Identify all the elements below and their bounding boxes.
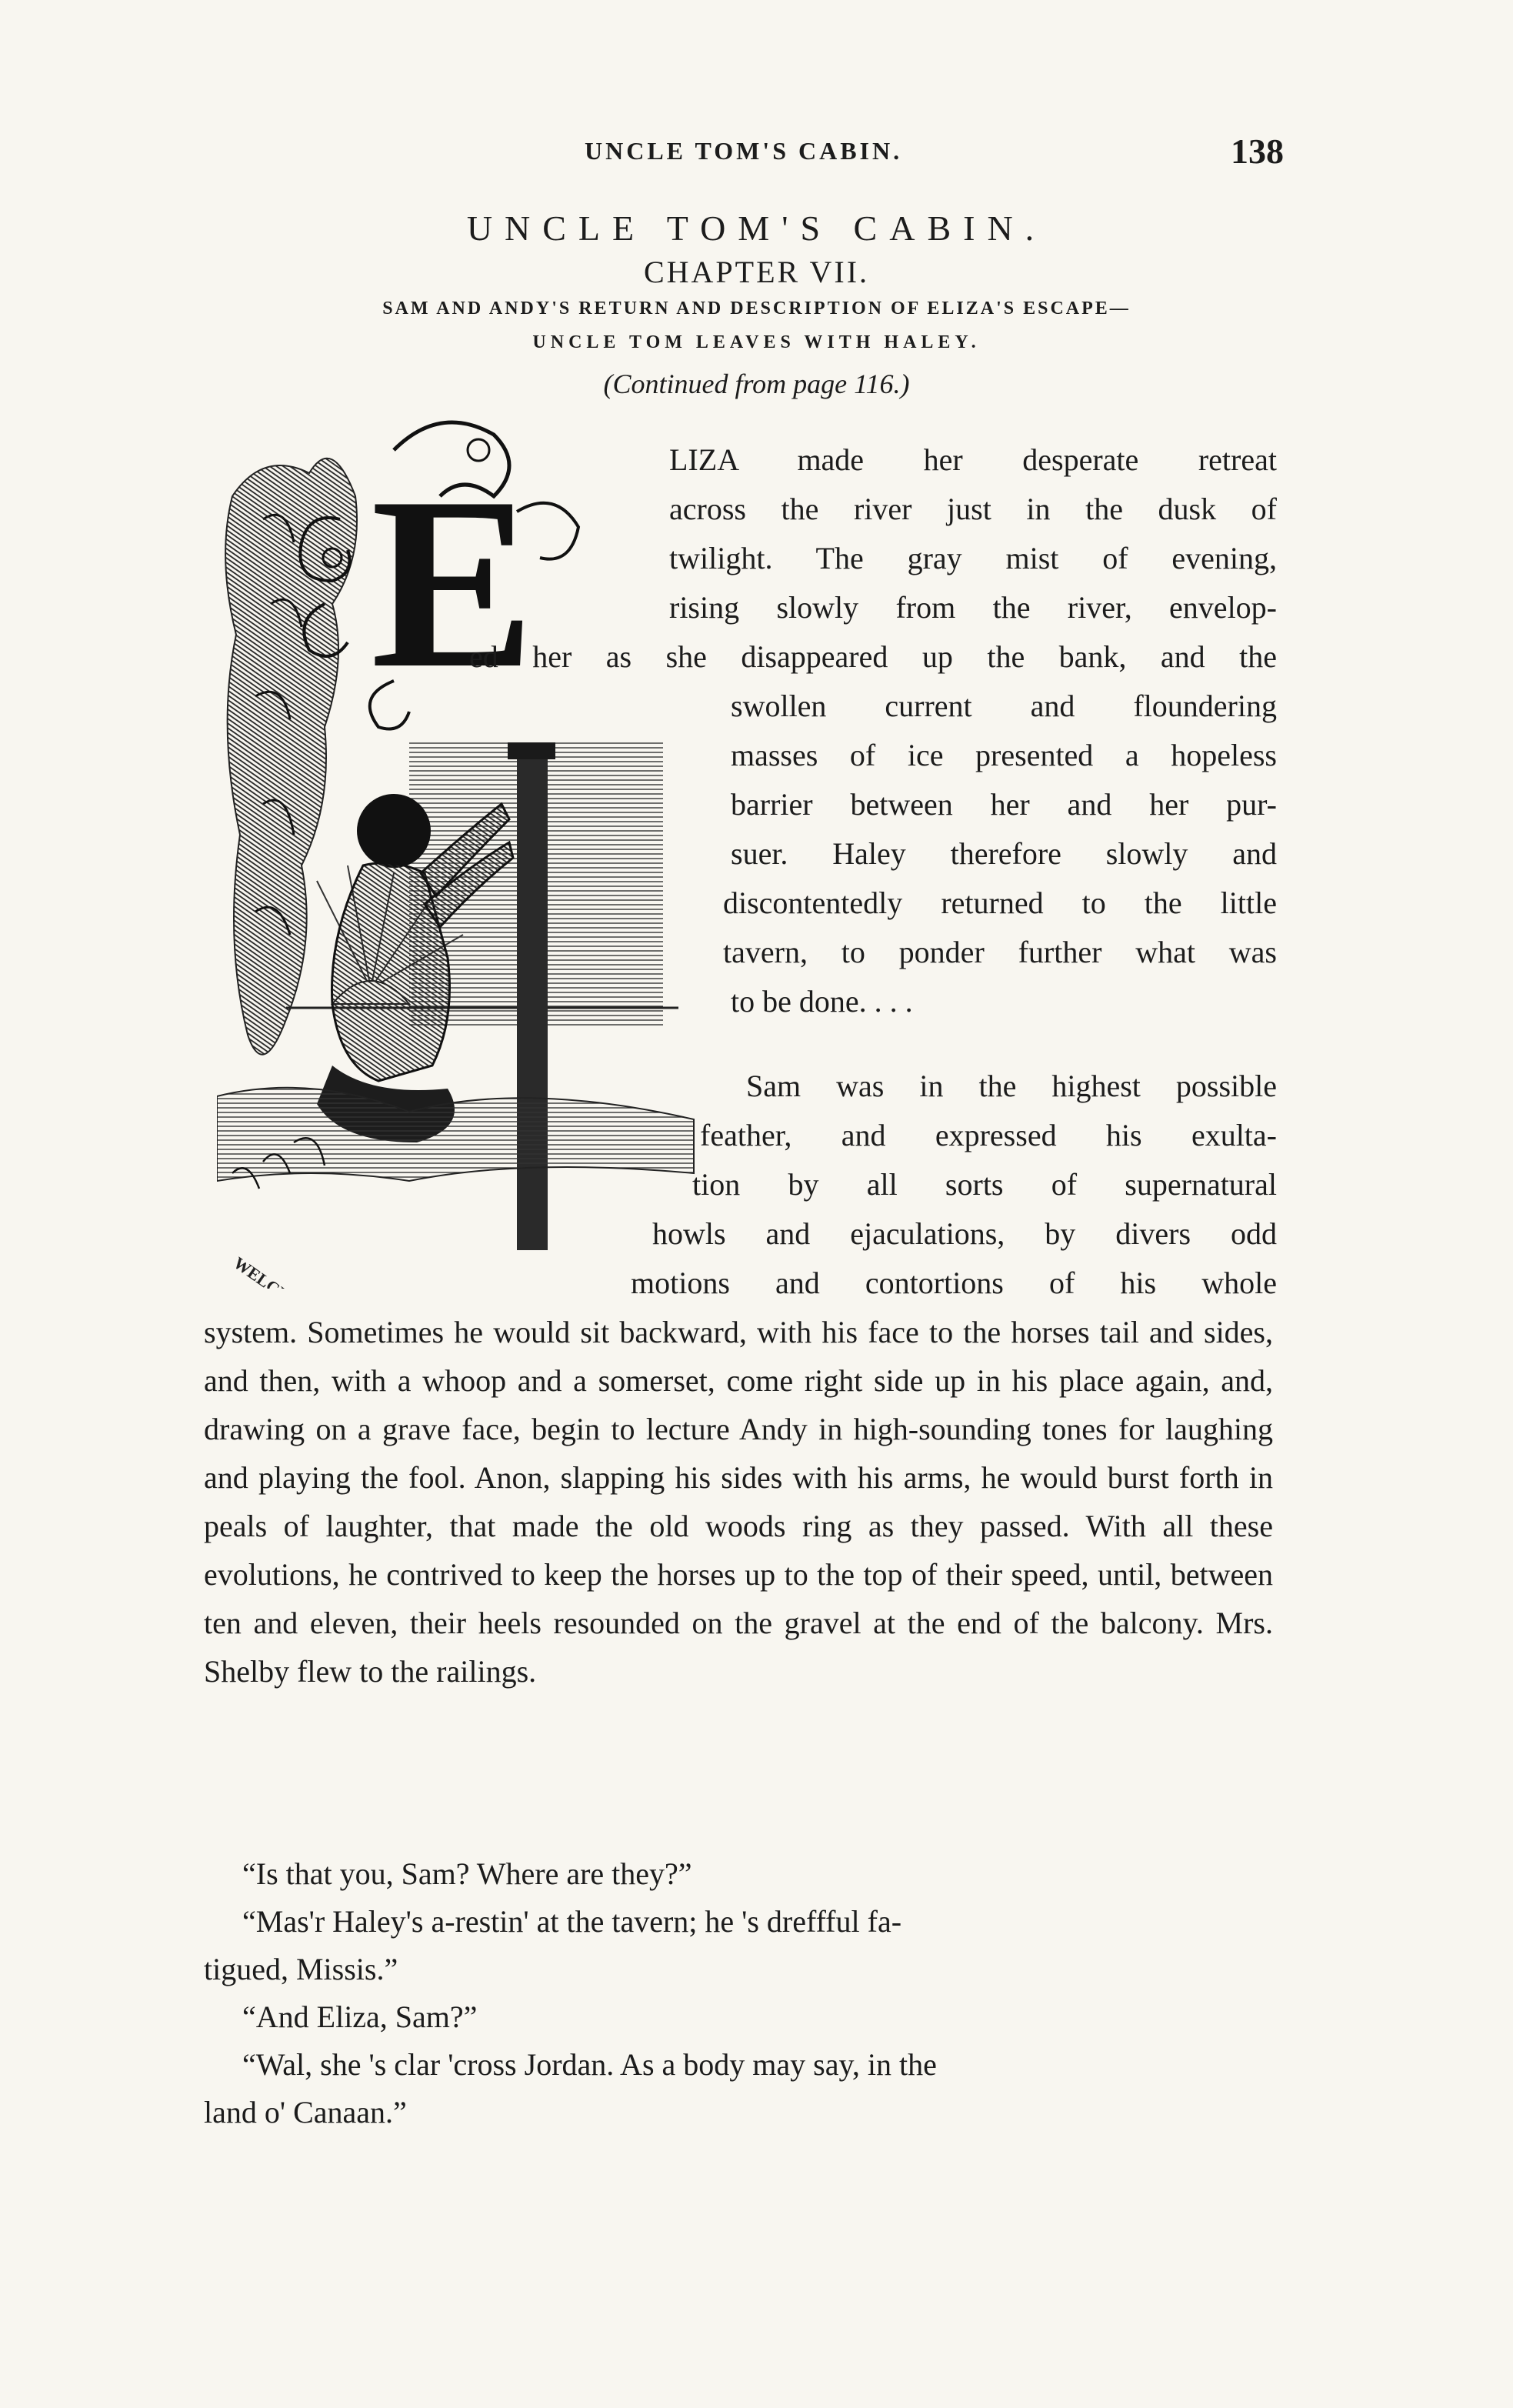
text-line: twilight. The gray mist of evening,: [669, 541, 1277, 575]
text-line: motions and contortions of his whole: [631, 1266, 1277, 1300]
chapter-subtitle-line-2: UNCLE TOM LEAVES WITH HALEY.: [532, 332, 981, 352]
chapter-subtitle-line-1: SAM AND ANDY'S RETURN AND DESCRIPTION OF ELIZA'S ESCAPE—: [382, 298, 1131, 319]
drop-cap-letter: E: [371, 447, 535, 719]
dialogue-line: “Mas'r Haley's a-restin' at the tavern; he 's dreffful fa-: [242, 1904, 902, 1939]
text-line: masses of ice presented a hopeless: [731, 738, 1277, 772]
text-line: across the river just in the dusk of: [669, 492, 1277, 526]
dialogue-line: “Wal, she 's clar 'cross Jordan. As a body may say, in the: [242, 2047, 937, 2082]
text-line: tavern, to ponder further what was: [723, 935, 1277, 969]
text-line: suer. Haley therefore slowly and: [731, 836, 1277, 871]
dialogue-line: “And Eliza, Sam?”: [242, 1999, 478, 2034]
text-line: to be done. . . .: [731, 984, 913, 1019]
text-line: rising slowly from the river, envelop-: [669, 590, 1277, 625]
paragraph-2-continuation: system. Sometimes he would sit backward, with his face to the horses tail and sides, and then, with a whoop and a somerset, come right side up in his place again, and, drawing on a grave face, begin to lecture Andy in high-sounding tones for laughing and playing the fool. Anon, slapping his sides with his arms, he would burst forth in peals of laughter, that made the old woods ring as they passed. With all these evolutions, he contrived to keep the horses up to the top of their speed, until, between ten and eleven, their heels resounded on the gravel at the end of the balcony. Mrs. Shelby flew to the railings.: [204, 1315, 1273, 1689]
text-line: ed her as she disappeared up the bank, and the: [469, 639, 1277, 674]
page-number: 138: [1231, 132, 1284, 171]
text-line: discontentedly returned to the little: [723, 885, 1277, 920]
running-head: UNCLE TOM'S CABIN.: [585, 137, 903, 165]
text-line: swollen current and floundering: [731, 689, 1277, 723]
engraving-illustration: [217, 404, 717, 1289]
chapter-number: CHAPTER VII.: [643, 255, 870, 289]
text-line: feather, and expressed his exulta-: [700, 1118, 1277, 1152]
text-line: tion by all sorts of supernatural: [692, 1167, 1277, 1202]
dialogue-line: land o' Canaan.”: [204, 2095, 407, 2130]
book-title: UNCLE TOM'S CABIN.: [466, 208, 1047, 248]
continued-note: (Continued from page 116.): [603, 369, 910, 399]
dialogue-line: “Is that you, Sam? Where are they?”: [242, 1856, 692, 1891]
text-line: barrier between her and her pur-: [731, 787, 1277, 822]
text-line: howls and ejaculations, by divers odd: [652, 1216, 1277, 1251]
dialogue-line: tigued, Missis.”: [204, 1952, 398, 1986]
text-line: LIZA made her desperate retreat: [669, 442, 1277, 477]
engraver-signature: WELCH: [230, 1252, 295, 1289]
text-line: Sam was in the highest possible: [746, 1069, 1277, 1103]
